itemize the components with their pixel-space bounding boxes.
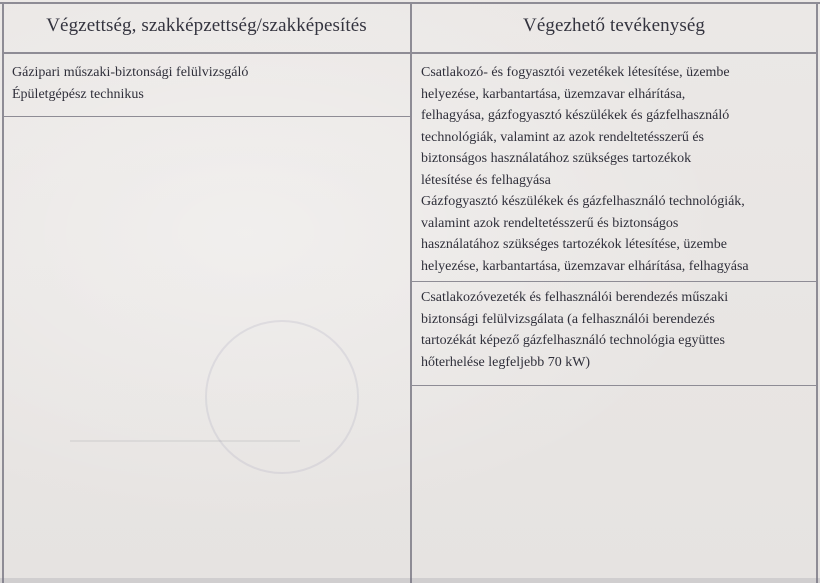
qualification-list [12, 62, 402, 105]
activity-separator-rule [412, 281, 816, 282]
paper-fold-mark [70, 440, 300, 442]
header-activity: Végezhető tevékenység [523, 15, 705, 36]
activity-line: használatához szükséges tartozékok létesítése, üzembe [421, 237, 727, 252]
activity-line: Csatlakozó- és fogyasztói vezetékek létesítése, üzembe [421, 65, 730, 80]
table-column-divider [410, 2, 412, 583]
faded-stamp-ghost [205, 320, 359, 474]
qualification-entry: Gázipari műszaki-biztonsági felülvizsgáló [12, 65, 249, 80]
header-bottom-rule [2, 52, 818, 54]
activity-line: valamint azok rendeltetésszerű és biztonságos [421, 215, 679, 231]
qualification-end-rule [4, 116, 410, 117]
activity-line: Csatlakozóvezeték és felhasználói berendezés műszaki [421, 290, 729, 305]
activity-block-1 [421, 62, 813, 277]
scan-bottom-edge [0, 578, 820, 583]
activity-line: technológiák, valamint az azok rendeltetésszerű és [421, 129, 704, 145]
header-qualification: Végzettség, szakképzettség/szakképesítés [46, 15, 367, 36]
qualification-entry: Épületgépész technikus [12, 86, 144, 102]
activity-line: létesítése és felhagyása [421, 172, 551, 188]
activity-line: tartozékát képező gázfelhasználó technológia együttes [421, 333, 725, 348]
activity-end-rule [412, 385, 816, 386]
activity-line: biztonsági felülvizsgálata (a felhasználói berendezés [421, 311, 715, 327]
activity-line: felhagyása, gázfogyasztó készülékek és gázfelhasználó [421, 108, 730, 123]
activity-line: helyezése, karbantartása, üzemzavar elhárítása, [421, 86, 686, 102]
activity-block-2 [421, 287, 813, 373]
activity-line: Gázfogyasztó készülékek és gázfelhasználó technológiák, [421, 194, 745, 209]
table-right-border [816, 2, 818, 583]
activity-line: biztonságos használatához szükséges tartozékok [421, 151, 692, 166]
table-left-border [2, 2, 4, 583]
activity-line: helyezése, karbantartása, üzemzavar elhárítása, felhagyása [421, 258, 749, 274]
activity-line: hőterhelése legfeljebb 70 kW) [421, 354, 591, 370]
